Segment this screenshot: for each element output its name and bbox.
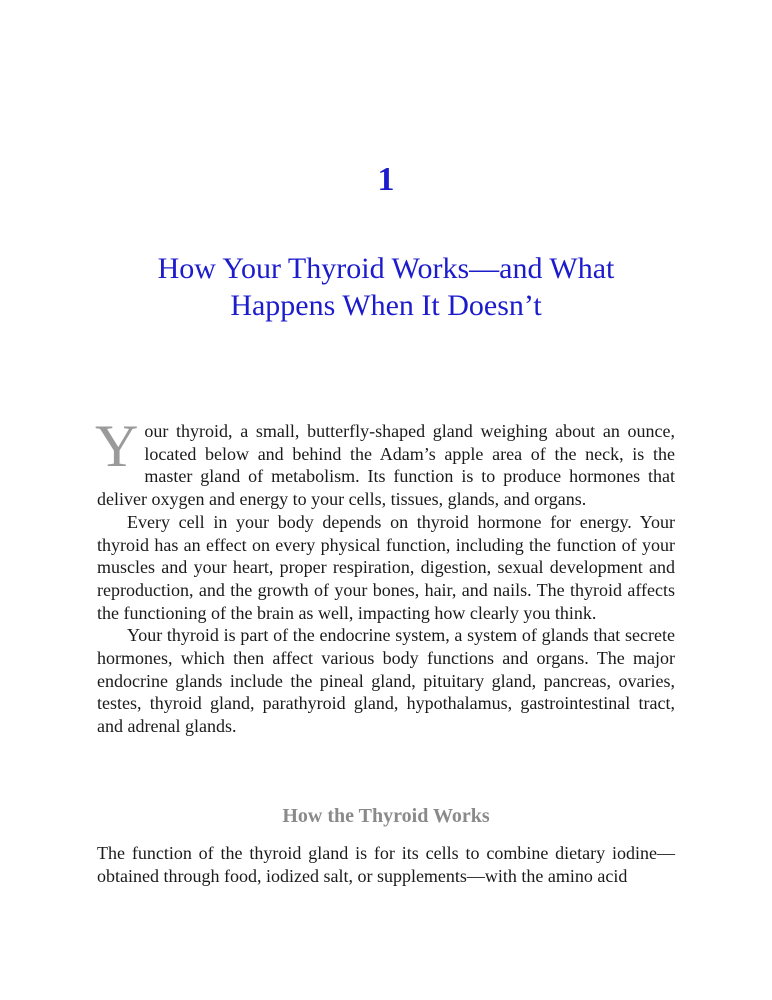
chapter-title bbox=[96, 250, 676, 324]
section-paragraph-1: The function of the thyroid gland is for its cells to combine dietary iodine—obtained through food, iodized salt, or supplements—with the amino acid bbox=[97, 843, 675, 886]
intro-paragraph-3: Your thyroid is part of the endocrine system, a system of glands that secrete hormones, which then affect various body functions and organs. The major endocrine glands include the pineal gland, pituitary gland, pancreas, ovaries, testes, thyroid gland, parathyroid gland, hypothalamus, gastrointestinal tract, and adrenal glands. bbox=[97, 625, 675, 737]
intro-body bbox=[95, 413, 675, 738]
chapter-title-line-1: How Your Thyroid Works—and What bbox=[157, 252, 615, 285]
drop-cap: Y bbox=[95, 413, 139, 479]
intro-paragraph-1 bbox=[95, 413, 675, 511]
section-heading: How the Thyroid Works bbox=[282, 805, 490, 827]
chapter-number: 1 bbox=[377, 161, 395, 198]
chapter-title-line-2: Happens When It Doesn’t bbox=[230, 289, 542, 322]
intro-paragraph-1-text: our thyroid, a small, butterfly-shaped gland weighing about an ounce, located below and behind the Adam’s apple area of the neck, is the master gland of metabolism. Its function is to produce hormones that deliver oxygen and energy to your cells, tissues, glands, and organs. bbox=[97, 421, 675, 510]
intro-paragraph-2: Every cell in your body depends on thyroid hormone for energy. Your thyroid has an effect on every physical function, including the function of your muscles and your heart, proper respiration, digestion, sexual development and reproduction, and the growth of your bones, hair, and nails. The thyroid affects the functioning of the brain as well, impacting how clearly you think. bbox=[97, 511, 675, 623]
